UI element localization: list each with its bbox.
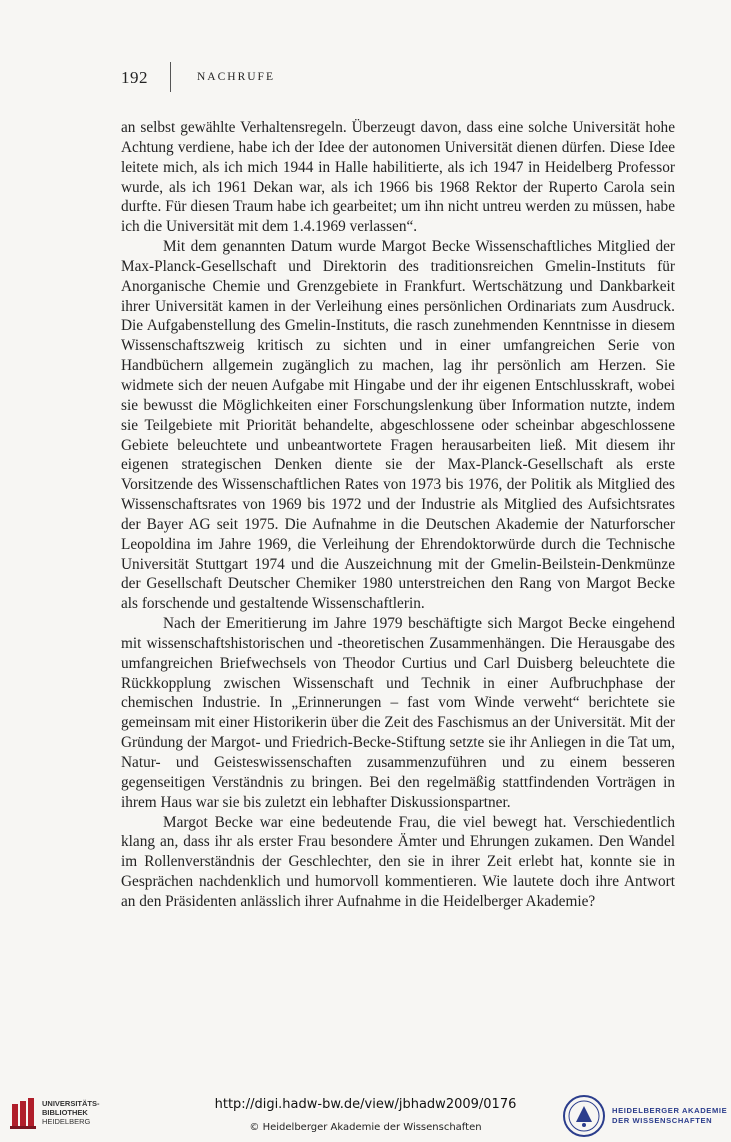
- body-text: [121, 118, 675, 912]
- academy-seal-icon: [562, 1094, 606, 1138]
- paragraph: Nach der Emeritierung im Jahre 1979 beschäftigte sich Margot Becke eingehend mit wissenschaftshistorischen und -theoretischen Zusammenhängen. Die Herausgabe des umfangreichen Briefwechsels von Theodor Curtius und Carl Duisberg beleuchtete die Rückkopplung zwischen Wissenschaft und Technik in einer Aufbruchphase der chemischen Industrie. In „Erinnerungen – fast vom Winde verweht“ berichtete sie gemeinsam mit einer Historikerin über die Zeit des Faschismus an der Universität. Mit der Gründung der Margot- und Friedrich-Becke-Stiftung setzte sie ihr Anliegen in die Tat um, Natur- und Geisteswissenschaften zusammenzuführen und zu einem besseren gegenseitigen Verständnis zu bringen. Bei den regelmäßig stattfindenden Vorträgen in ihrem Haus war sie bis zuletzt ein lebhafter Diskussionspartner.: [121, 615, 675, 811]
- paragraph: Margot Becke war eine bedeutende Frau, die viel bewegt hat. Verschiedentlich klang an, dass ihr als erster Frau besondere Ämter und Ehrungen zukamen. Den Wandel im Rollenverständnis der Geschlechter, den sie in ihrer Zeit erlebt hat, konnte sie in Gesprächen nachdenklich und humorvoll kommentieren. Wie lautete doch ihre Antwort an den Präsidenten anlässlich ihrer Aufnahme in die Heidelberger Akademie?: [121, 813, 675, 910]
- library-logo-line: BIBLIOTHEK: [42, 1108, 88, 1117]
- paragraph: an selbst gewählte Verhaltensregeln. Überzeugt davon, dass eine solche Universität hohe Achtung verdiene, habe ich der Idee der autonomen Universität dienen dürfen. Diese Idee leitete mich, als ich mich 1944 in Halle habilitierte, als ich 1947 in Heidelberg Professor wurde, als ich 1961 Dekan war, als ich 1966 bis 1968 Rektor der Ruperto Carola sein durfte. Für diesen Traum habe ich gearbeitet; um ihn nicht untreu werden zu müssen, habe ich die Universität mit dem 1.4.1969 verlassen“.: [121, 119, 675, 236]
- paragraph: Mit dem genannten Datum wurde Margot Becke Wissenschaftliches Mitglied der Max-Planck-Gesellschaft und Direktorin des traditionsreichen Gmelin-Instituts für Anorganische Chemie und Grenzgebiete in Frankfurt. Wertschätzung und Dankbarkeit ihrer Universität kamen in der Verleihung eines persönlichen Ordinariats zum Ausdruck. Die Aufgabenstellung des Gmelin-Instituts, die rasch zunehmenden Kenntnisse in diesem Wissenschaftszweig kritisch zu sichten und in einer umfangreichen Serie von Handbüchern allgemein zugänglich zu machen, lag ihr persönlich am Herzen. Sie widmete sich der neuen Aufgabe mit Hingabe und der ihr eigenen Entschlusskraft, wobei sie bewusst die Möglichkeiten einer Forschungslenkung über Information nutzte, indem sie Teilgebiete mit Priorität behandelte, abgeschlossene oder scheinbar abgeschlossene Gebiete beleuchtete und unbeantwortete Fragen herausarbeiten ließ. Mit diesem ihr eigenen strategischen Denken diente sie der Max-Planck-Gesellschaft als erste Vorsitzende des Wissenschaftlichen Rates von 1973 bis 1976, der Politik als Mitglied des Wissenschaftsrates von 1969 bis 1972 und der Industrie als Mitglied des Aufsichtsrates der Bayer AG seit 1975. Die Aufnahme in die Deutschen Akademie der Naturforscher Leopoldina im Jahre 1969, die Verleihung der Ehrendoktorwürde durch die Technische Universität Stuttgart 1974 und die Auszeichnung mit der Gmelin-Beilstein-Denkmünze der Gesellschaft Deutscher Chemiker 1980 unterstreichen den Rang von Margot Becke als forschende und gestaltende Wissenschaftlerin.: [121, 238, 675, 613]
- academy-logo-line: HEIDELBERGER AKADEMIE: [612, 1106, 728, 1115]
- copyright-notice: © Heidelberger Akademie der Wissenschaften: [249, 1122, 482, 1133]
- academy-logo[interactable]: [562, 1094, 727, 1138]
- header-divider: [170, 62, 171, 92]
- library-logo-line: UNIVERSITÄTS-: [42, 1099, 100, 1108]
- library-logo-line: HEIDELBERG: [42, 1117, 91, 1126]
- academy-logo-line: DER WISSENSCHAFTEN: [612, 1115, 713, 1125]
- page-number: 192: [121, 68, 148, 87]
- page-footer: [0, 1090, 731, 1142]
- academy-logo-text: [612, 1106, 727, 1125]
- permalink-url[interactable]: http://digi.hadw-bw.de/view/jbhadw2009/0176: [214, 1097, 517, 1112]
- running-head: NACHRUFE: [197, 71, 275, 83]
